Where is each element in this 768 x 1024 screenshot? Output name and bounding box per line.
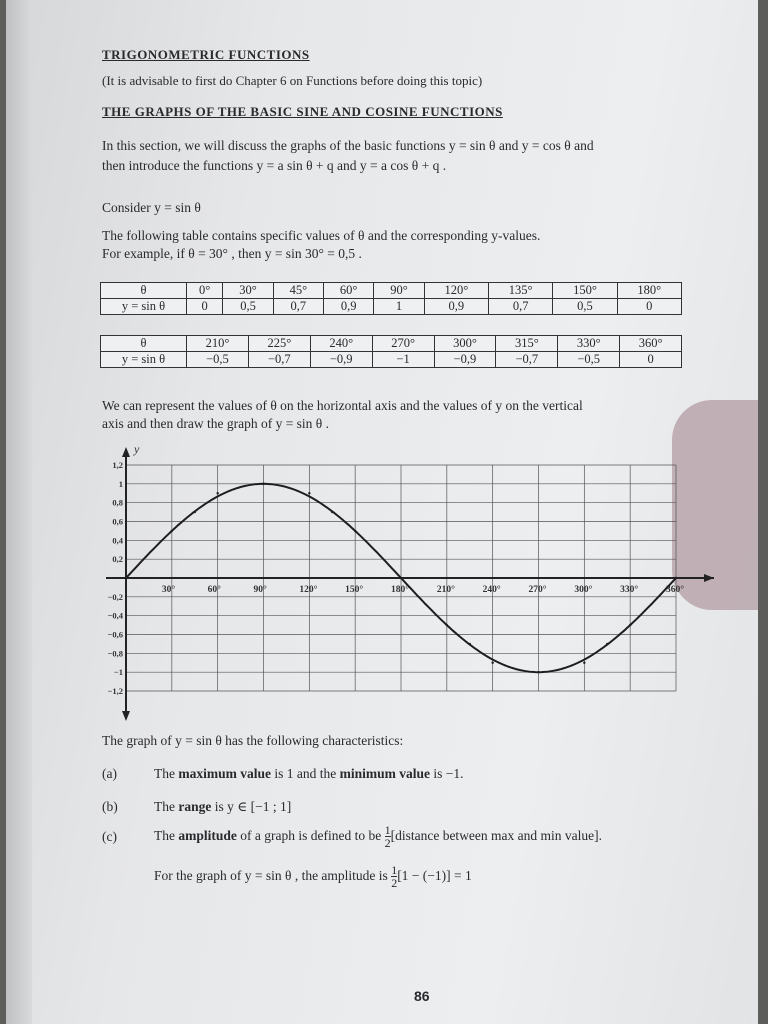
x-tick-label: 150° [345, 585, 364, 595]
fraction-denominator: 2 [391, 876, 398, 891]
table-2-angle-row [101, 336, 682, 352]
values-table-2 [100, 335, 682, 368]
book-spine-shadow [6, 0, 32, 1024]
item-c-text [154, 822, 602, 850]
table-1-theta-header: θ [101, 283, 187, 299]
x-tick-label: 120° [299, 585, 318, 595]
y-tick-label: 0,4 [112, 535, 123, 546]
intro-line-1: In this section, we will discuss the graphs of the basic functions y = sin θ and y = cos θ and [102, 138, 594, 153]
item-c-mid: of a graph is defined to be [236, 828, 385, 843]
data-point [629, 624, 631, 626]
y-tick-label: −0,6 [107, 629, 123, 640]
table-1-y-header: y = sin θ [101, 299, 187, 315]
data-point [491, 662, 493, 664]
table-2-value: 0 [620, 352, 682, 368]
item-a-pre: The [154, 766, 179, 781]
data-point [216, 492, 218, 494]
x-tick-label: 180° [391, 585, 410, 595]
table-2-value: −0,9 [310, 352, 372, 368]
table-1-angle: 180° [617, 283, 681, 299]
item-b-label: (b) [102, 799, 118, 814]
x-tick-label: 240° [482, 585, 501, 595]
y-axis-label: y [134, 445, 140, 456]
table-2-angle: 240° [310, 336, 372, 352]
intro-line-2: then introduce the functions y = a sin θ + q and y = a cos θ + q . [102, 158, 447, 173]
x-tick-label: 210° [436, 585, 455, 595]
table-2-value: −0,9 [434, 352, 496, 368]
represent-line-2: axis and then draw the graph of y = sin θ . [102, 416, 330, 431]
table-1-angle: 60° [324, 283, 374, 299]
table-intro-1: The following table contains specific values of θ and the corresponding y-values. [102, 228, 541, 243]
y-axis-arrow-down [122, 711, 130, 721]
data-point [675, 577, 677, 579]
y-tick-label: 0,6 [112, 516, 123, 527]
table-2-value-row [101, 352, 682, 368]
table-1-angle-row [101, 283, 682, 299]
table-1-angle: 0° [187, 283, 223, 299]
data-point [537, 671, 539, 673]
subheading: THE GRAPHS OF THE BASIC SINE AND COSINE FUNCTIONS [102, 104, 503, 119]
x-tick-label: 90° [253, 585, 267, 595]
table-1-value: 0 [187, 299, 223, 315]
sine-graph [106, 445, 722, 725]
table-2-value: −1 [372, 352, 434, 368]
y-tick-label: −1,2 [107, 686, 123, 696]
item-c-post: [distance between max and min value]. [390, 828, 603, 843]
table-2-theta-header: θ [101, 336, 187, 352]
y-axis-arrow [122, 447, 130, 457]
y-tick-label: −0,4 [107, 610, 123, 621]
data-point [308, 492, 310, 494]
data-point [446, 624, 448, 626]
table-1-value: 0,9 [324, 299, 374, 315]
table-1-value: 0,5 [553, 299, 617, 315]
item-a-mid: is 1 and the [271, 766, 340, 781]
table-1-value: 0,7 [273, 299, 323, 315]
y-tick-label: −1 [113, 667, 123, 678]
heading: TRIGONOMETRIC FUNCTIONS [102, 47, 310, 62]
table-2-angle: 270° [372, 336, 434, 352]
table-2-angle: 300° [434, 336, 496, 352]
table-intro-2: For example, if θ = 30° , then y = sin 30° = 0,5 . [102, 246, 362, 261]
item-a-maximum: maximum value [178, 766, 271, 781]
table-2-value: −0,5 [187, 352, 249, 368]
data-point [171, 530, 173, 532]
data-point [125, 577, 127, 579]
x-axis-arrow [704, 574, 714, 582]
data-point [583, 662, 585, 664]
table-1-angle: 90° [374, 283, 424, 299]
item-b-text [154, 799, 291, 815]
table-1-angle: 30° [223, 283, 273, 299]
data-point [194, 511, 196, 513]
item-c-amplitude-calc [154, 862, 472, 890]
item-b-range: range [178, 799, 212, 814]
data-point [331, 511, 333, 513]
table-1-value: 0,7 [488, 299, 552, 315]
page-number: 86 [414, 988, 430, 1004]
x-tick-label: 330° [620, 585, 639, 595]
data-point [262, 483, 264, 485]
fraction-denominator: 2 [384, 836, 391, 851]
item-c2-post: [1 − (−1)] = 1 [397, 868, 472, 883]
consider-line: Consider y = sin θ [102, 200, 201, 215]
fraction-numerator: 1 [391, 863, 398, 878]
item-c2-pre: For the graph of y = sin θ , the amplitude is [154, 868, 392, 883]
table-1-angle: 120° [424, 283, 488, 299]
textbook-page [6, 0, 758, 1024]
represent-line-1: We can represent the values of θ on the horizontal axis and the values of y on the vertical [102, 398, 583, 413]
item-c-label: (c) [102, 829, 117, 844]
y-tick-label: 0,2 [112, 554, 123, 565]
table-1-value-row [101, 299, 682, 315]
y-tick-label: 0,8 [112, 497, 123, 508]
item-b-pre: The [154, 799, 179, 814]
advice-note: (It is advisable to first do Chapter 6 on Functions before doing this topic) [102, 73, 483, 88]
values-table-1 [100, 282, 682, 315]
item-a-text [154, 766, 464, 782]
table-1-value: 0,5 [223, 299, 273, 315]
item-a-label: (a) [102, 766, 117, 781]
table-1-angle: 45° [273, 283, 323, 299]
table-2-value: −0,7 [496, 352, 558, 368]
table-2-value: −0,7 [248, 352, 310, 368]
x-tick-label: 60° [207, 585, 221, 595]
x-tick-label: 30° [161, 585, 176, 595]
y-tick-label: 1,2 [112, 460, 123, 470]
table-2-angle: 315° [496, 336, 558, 352]
y-tick-label: 1 [118, 478, 123, 489]
table-1-angle: 150° [553, 283, 617, 299]
x-tick-label: 270° [528, 585, 547, 595]
characteristics-intro: The graph of y = sin θ has the following characteristics: [102, 733, 404, 748]
item-b-post: is y ∈ [−1 ; 1] [211, 799, 292, 814]
x-tick-label: 360° [666, 585, 685, 595]
table-2-angle: 210° [187, 336, 249, 352]
item-c-pre: The [154, 828, 179, 843]
y-tick-label: −0,2 [107, 591, 123, 602]
data-point [400, 577, 402, 579]
table-1-value: 0 [617, 299, 681, 315]
table-2-angle: 225° [248, 336, 310, 352]
item-a-minimum: minimum value [339, 766, 431, 781]
fraction-numerator: 1 [384, 823, 391, 838]
table-2-angle: 330° [558, 336, 620, 352]
data-point [354, 530, 356, 532]
table-1-value: 0,9 [424, 299, 488, 315]
data-point [469, 643, 471, 645]
item-c-amplitude: amplitude [178, 828, 237, 843]
table-2-y-header: y = sin θ [101, 352, 187, 368]
x-tick-label: 300° [574, 585, 593, 595]
data-point [606, 643, 608, 645]
item-a-post: is −1. [430, 766, 464, 781]
table-1-value: 1 [374, 299, 424, 315]
y-tick-label: −0,8 [107, 648, 123, 659]
table-2-angle: 360° [620, 336, 682, 352]
table-1-angle: 135° [488, 283, 552, 299]
table-2-value: −0,5 [558, 352, 620, 368]
